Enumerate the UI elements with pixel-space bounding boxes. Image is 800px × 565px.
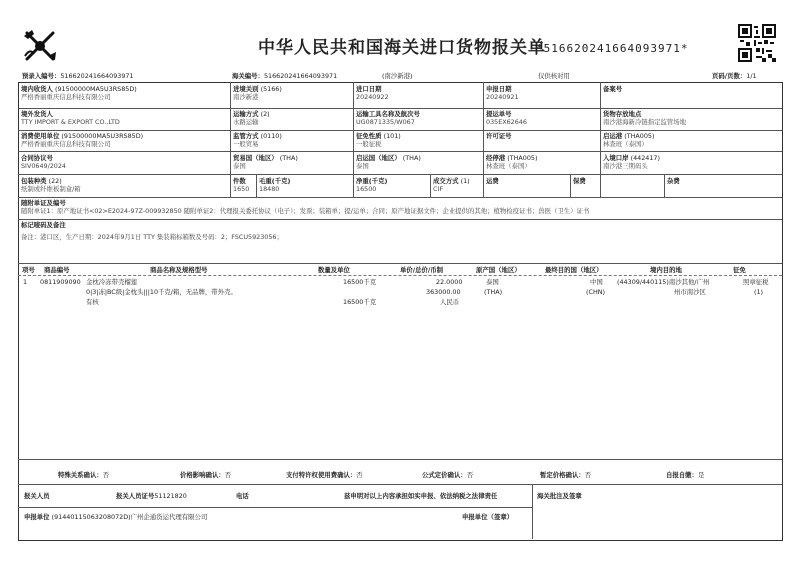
port-name: (南沙新港) [382, 72, 413, 80]
verify-note: 仅供核对用 [538, 72, 570, 80]
trade-terms-cell: 成交方式 (1) CIF [433, 177, 470, 193]
provisional-price-confirm: 暂定价格确认：否 [540, 471, 592, 479]
gross-weight-cell: 毛重(千克) 18480 [259, 177, 291, 193]
consumer-unit-cell: 消费使用单位 (91500000MA5U3RS85D) 严格香丽重庆信息科技有限公司 [21, 132, 144, 148]
prentry-number: 预录入编号：516620241664093971 [22, 72, 134, 80]
goods-name: 金枕冷冻带壳榴莲 [86, 278, 138, 286]
goods-qty-2: 16500千克 [343, 298, 377, 306]
package-type-cell: 包装种类 (22) 纸制或纤维板制盒/箱 [21, 177, 81, 193]
goods-dest-code: (CHN) [586, 288, 606, 296]
departure-country-cell: 启运国（地区） (THA) 泰国 [356, 154, 421, 170]
phone-label: 电话 [236, 492, 249, 500]
goods-header-code: 商品编号 [44, 266, 70, 274]
goods-header-origin: 原产国（地区） [476, 266, 521, 274]
transit-port-cell: 经停港 (THA005) 林查班（泰国） [486, 154, 538, 170]
goods-spec: 0|3|冻|BC级|金枕头|||10千克/箱，无品牌，带外壳。 [86, 288, 237, 296]
page-number: 页码/页数：1/1 [712, 72, 757, 80]
import-date-cell: 进口日期 20240922 [356, 85, 389, 101]
barcode-text: *516620241664093971* [536, 42, 689, 55]
customs-emblem [20, 26, 60, 66]
qr-code-icon [738, 24, 776, 62]
customs-number: 海关编号：516620241664093971 [232, 72, 338, 80]
legal-statement: 兹申明对以上内容承担如实申报、依法纳税之法律责任 [344, 492, 498, 500]
attached-docs-section: 随附单证及编号 随附单证1：原产地证书<02>E2024-97Z-009932850 随附单证2：代理报关委托协议（电子）；发票；装箱单；提/运单；合同；原产地证据文件；企业提供的其他；植物检疫证书；兽医（卫生）证书 [21, 199, 590, 215]
goods-levy-code: (1) [754, 288, 764, 296]
goods-header-domestic: 境内目的地 [650, 266, 682, 274]
customs-remark-label: 海关批注及签章 [537, 492, 582, 500]
supervision-mode-cell: 监管方式 (0110) 一般贸易 [233, 132, 282, 148]
goods-levy: 照章征税 [743, 278, 769, 286]
page-title: 中华人民共和国海关进口货物报关单 [258, 38, 546, 58]
misc-fee-cell: 杂费 [667, 177, 680, 185]
goods-header-levy: 征免 [733, 266, 746, 274]
pieces-cell: 件数 1650 [233, 177, 250, 193]
bill-of-lading-cell: 提运单号 035EX62646 [486, 110, 527, 126]
goods-header-price: 单价/总价/币制 [400, 266, 444, 274]
freight-cell: 运费 [486, 177, 499, 185]
levy-nature-cell: 征免性质 (101) 一般征税 [356, 132, 401, 148]
record-no-cell: 备案号 [603, 85, 623, 93]
consignee-cell: 境内收货人 (91500000MA5U3RS85D) 严格香丽重庆信息科技有限公司 [21, 85, 137, 101]
royalty-confirm: 支付特许权使用费确认：否 [286, 471, 363, 479]
special-relation-confirm: 特殊关系确认：否 [58, 471, 110, 479]
declaring-unit: 申报单位 (91440115063208072D)广州企通货运代理有限公司 [24, 513, 208, 521]
entry-port-cell: 入境口岸 (442417) 南沙港三期码头 [603, 154, 660, 170]
goods-domestic-dest: (44309/440115)南沙其他/广州 [617, 278, 710, 286]
formula-pricing-confirm: 公式定价确认：否 [422, 471, 474, 479]
goods-origin: 泰国 [486, 278, 499, 286]
vessel-voyage-cell: 运输工具名称及航次号 UG0871335/W067 [356, 110, 420, 126]
transport-mode-cell: 运输方式 (2) 水路运输 [233, 110, 270, 126]
declarer-cert: 报关人员证号51121820 [116, 492, 187, 500]
goods-header-name: 商品名称及规格型号 [150, 266, 208, 274]
goods-total-price: 363000.00 [426, 288, 461, 296]
declare-date-cell: 申报日期 20240921 [486, 85, 519, 101]
trade-country-cell: 贸易国（地区） (THA) 泰国 [233, 154, 298, 170]
goods-currency: 人民币 [440, 298, 460, 306]
insurance-cell: 保费 [573, 177, 586, 185]
departure-port-cell: 启运港 (THA005) 林查班（泰国） [603, 132, 655, 148]
shipper-cell: 境外发货人 TTY IMPORT & EXPORT CO.,LTD [21, 110, 120, 126]
goods-header-qty: 数量及单位 [318, 266, 350, 274]
license-no-cell: 许可证号 [486, 132, 512, 140]
goods-header-dest: 最终目的国（地区） [545, 266, 603, 274]
net-weight-cell: 净重(千克) 16500 [356, 177, 388, 193]
storage-location-cell: 货物存放地点 南沙港海新冷链指定监管场地 [603, 110, 687, 126]
self-declare-confirm: 自报自缴：是 [666, 471, 705, 479]
goods-item-no: 1 [23, 278, 28, 286]
goods-origin-code: (THA) [484, 288, 503, 296]
goods-domestic-dest-2: 州市南沙区 [674, 288, 706, 296]
goods-unit-price: 22.0000 [436, 278, 463, 286]
declarer-label: 报关人员 [24, 492, 50, 500]
contract-no-cell: 合同协议号 SIV0649/2024 [21, 154, 66, 170]
entry-customs-cell: 进境关别 (5166) 南沙新港 [233, 85, 282, 101]
price-influence-confirm: 价格影响确认：否 [180, 471, 232, 479]
goods-spec-extra: 有核 [86, 298, 99, 306]
goods-header-no: 项号 [22, 266, 35, 274]
goods-dest: 中国 [590, 278, 603, 286]
goods-qty-1: 16500千克 [343, 278, 377, 286]
declaring-unit-seal: 申报单位（签章） [462, 513, 514, 521]
goods-hs-code: 0811909090 [40, 278, 81, 286]
marks-remarks-section: 标记唛码及备注 备注：港口区，生产日期：2024年9月1日 TTY 集装箱标箱数及号码：2；FSCU5923056； [21, 221, 283, 241]
